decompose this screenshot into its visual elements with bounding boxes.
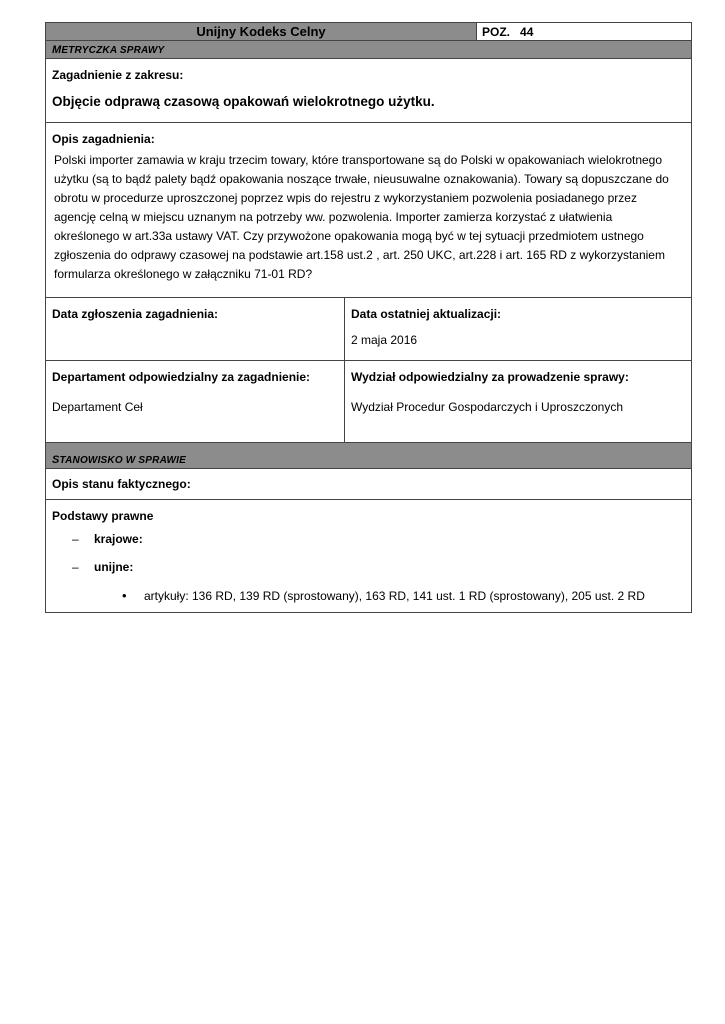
responsibility-block: [46, 361, 691, 443]
section-title-rest: TANOWISKO W SPRAWIE: [59, 455, 186, 466]
wydzial-value: Wydział Procedur Gospodarczych i Uproszczonych: [351, 400, 623, 414]
zagadnienie-value: Objęcie odprawą czasową opakowań wielokrotnego użytku.: [52, 94, 435, 109]
section-header-stanowisko: [46, 443, 691, 469]
opis-line: użytku (są to bądź palety bądź opakowania noszące trwałe, nieusuwalne oznakowania). Towary są dopuszczane do: [54, 172, 669, 186]
document-title: Unijny Kodeks Celny: [46, 23, 477, 40]
list-item-artykuly: [52, 574, 685, 603]
section-title-first-letter: S: [52, 454, 60, 466]
document-form: [45, 22, 692, 613]
podstawy-prawne-block: [46, 500, 691, 612]
zagadnienie-label: Zagadnienie z zakresu:: [52, 68, 184, 82]
list-item-unijne: [52, 546, 685, 574]
wydzial-cell: [345, 361, 691, 442]
data-aktualizacji-value: 2 maja 2016: [351, 333, 418, 347]
podstawy-label: Podstawy prawne: [52, 509, 154, 523]
opis-text: [52, 146, 685, 284]
departament-label: Departament odpowiedzialny za zagadnienie:: [52, 370, 311, 384]
list-item-krajowe: [52, 523, 685, 546]
data-aktualizacji-cell: [345, 298, 691, 360]
dates-block: [46, 298, 691, 361]
data-aktualizacji-label: Data ostatniej aktualizacji:: [351, 307, 502, 321]
opis-stanu-block: [46, 469, 691, 500]
data-zgloszenia-value: [52, 321, 338, 333]
section-title-rest: ETRYCZKA SPRAWY: [61, 45, 165, 56]
opis-stanu-label: Opis stanu faktycznego:: [52, 477, 191, 491]
opis-line: Polski importer zamawia w kraju trzecim towary, które transportowane są do Polski w opakowaniach wielokrotnego: [54, 153, 663, 167]
title-row: [46, 23, 691, 41]
zagadnienie-block: [46, 59, 691, 123]
section-title-first-letter: M: [52, 44, 62, 56]
bullet-icon: •: [122, 588, 127, 603]
position-value: 44: [520, 25, 534, 39]
dash-icon: –: [72, 560, 79, 574]
artykuly-text: artykuły: 136 RD, 139 RD (sprostowany), 163 RD, 141 ust. 1 RD (sprostowany), 205 ust. 2 RD: [144, 588, 645, 603]
opis-line: formularza określonego w załączniku 71-01 RD?: [54, 267, 313, 281]
departament-value: Departament Ceł: [52, 400, 143, 414]
krajowe-label: krajowe:: [94, 532, 143, 546]
unijne-label: unijne:: [94, 560, 134, 574]
position-label: POZ.: [482, 25, 511, 39]
opis-zagadnienia-block: [46, 123, 691, 298]
opis-line: agencję celną w miejscu uznanym na potrzeby ww. pozwolenia. Importer zamierza korzystać z ułatwienia: [54, 210, 613, 224]
data-zgloszenia-label: Data zgłoszenia zagadnienia:: [52, 307, 219, 321]
wydzial-label: Wydział odpowiedzialny za prowadzenie sprawy:: [351, 370, 629, 384]
section-header-metryczka: [46, 41, 691, 59]
opis-line: zgłoszenia do odprawy czasowej na podstawie art.158 ust.2 , art. 250 UKC, art.228 i art. 165 RD z wykorzystaniem: [54, 248, 665, 262]
opis-line: określonego w art.33a ustawy VAT. Czy przywożone opakowania mogą być w tej sytuacji przedmiotem ustnego: [54, 229, 644, 243]
departament-cell: [46, 361, 345, 442]
opis-line: obrotu w procedurze uproszczonej poprzez wpis do rejestru z wykorzystaniem pozwolenia posiadanego przez: [54, 191, 637, 205]
opis-label: Opis zagadnienia:: [52, 132, 155, 146]
data-zgloszenia-cell: [46, 298, 345, 360]
dash-icon: –: [72, 532, 79, 546]
position-number: [477, 23, 691, 40]
